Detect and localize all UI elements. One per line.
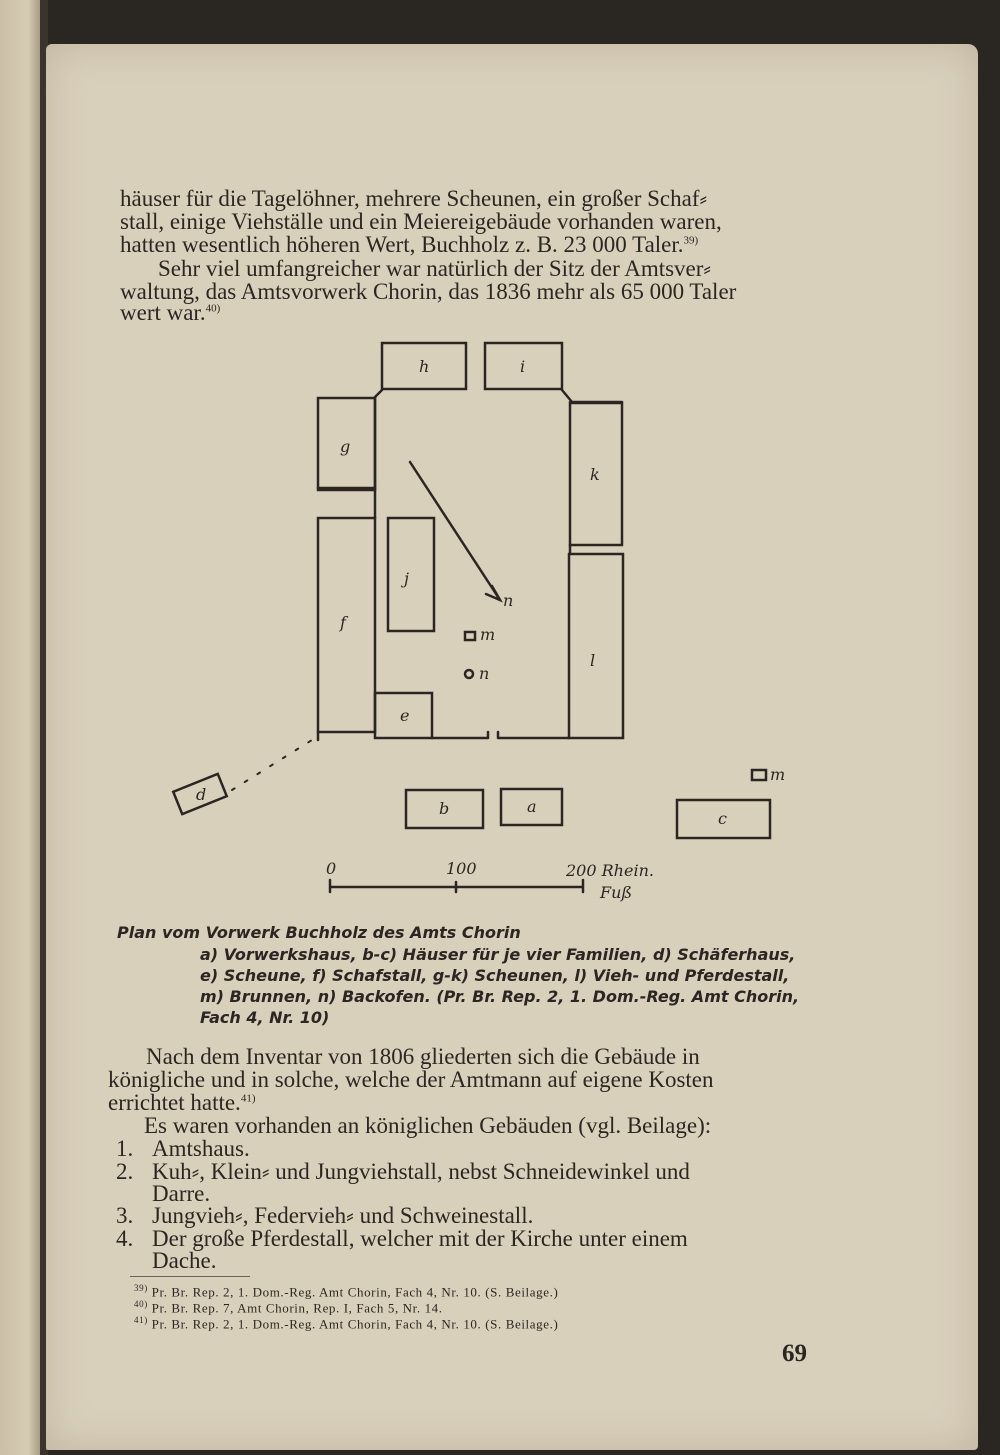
footnote-ref-41: 41) (240, 1092, 256, 1105)
para1-line-1: häuser für die Tagelöhner, mehrere Scheunen, ein großer Schaf⸗ (120, 186, 708, 211)
list-item (116, 1205, 820, 1227)
building-j (388, 518, 434, 631)
footnote-mark: 41) (134, 1315, 148, 1325)
label-i: i (520, 357, 526, 376)
page-number: 69 (782, 1340, 807, 1367)
building-l (569, 554, 623, 738)
list-item (116, 1161, 820, 1205)
list-text-cont: Dache. (152, 1248, 217, 1273)
label-f: f (340, 613, 346, 632)
scale-bar (330, 880, 583, 892)
courtyard-gate (432, 732, 569, 738)
list-number: 1. (116, 1136, 134, 1161)
footnote-mark: 40) (134, 1299, 148, 1309)
footnote-rule (130, 1276, 250, 1277)
well-marker-outer (752, 770, 766, 780)
well-marker (465, 632, 475, 640)
list-text: Jungvieh⸗, Federvieh⸗ und Schweinestall. (152, 1203, 534, 1228)
label-g: g (340, 437, 351, 456)
scale-label-0: 0 (326, 859, 337, 878)
label-l: l (590, 651, 596, 670)
label-b: b (439, 799, 450, 818)
para3-line-3: errichtet hatte.$^{41)}$ (108, 1090, 256, 1115)
label-k: k (590, 465, 600, 484)
para1-line-2: stall, einige Viehställe und ein Meiereigebäude vorhanden waren, (120, 209, 722, 234)
caption-line-3: m) Brunnen, n) Backofen. (Pr. Br. Rep. 2, 1. Dom.-Reg. Amt Chorin, (200, 987, 800, 1006)
footnote-ref-40: 40) (205, 302, 221, 315)
oven-marker (465, 670, 473, 678)
para3-line-2: königliche und in solche, welche der Amtmann auf eigene Kosten (108, 1067, 714, 1092)
scale-unit: Fuß (600, 883, 633, 902)
footnote-40: $^{40)}$ Pr. Br. Rep. 7, Amt Chorin, Rep. I, Fach 5, Nr. 14. (134, 1299, 443, 1316)
north-arrow (410, 462, 500, 600)
para2-line-3: wert war.$^{40)}$ (120, 300, 221, 325)
courtyard-outline-top (318, 390, 572, 488)
footnote-41: $^{41)}$ Pr. Br. Rep. 2, 1. Dom.-Reg. Amt Chorin, Fach 4, Nr. 10. (S. Beilage.) (134, 1315, 559, 1332)
footnote-39: $^{39)}$ Pr. Br. Rep. 2, 1. Dom.-Reg. Amt Chorin, Fach 4, Nr. 10. (S. Beilage.) (134, 1283, 559, 1300)
caption-line-4: Fach 4, Nr. 10) (200, 1008, 330, 1027)
para1-line-3: hatten wesentlich höheren Wert, Buchholz z. B. 23 000 Taler.$^{39)}$ (120, 232, 699, 257)
para3-line-1: Nach dem Inventar von 1806 gliederten sich die Gebäude in (146, 1044, 700, 1069)
list-item (116, 1138, 820, 1160)
list-number: 4. (116, 1226, 134, 1251)
label-n-arrow: n (503, 591, 514, 610)
label-n: n (479, 664, 490, 683)
label-j: j (404, 569, 409, 588)
dashed-path (232, 740, 312, 790)
label-m-outer: m (770, 765, 786, 784)
list-text-cont: Darre. (152, 1181, 211, 1206)
label-m: m (480, 625, 496, 644)
caption-line-2: e) Scheune, f) Schafstall, g-k) Scheunen, l) Vieh- und Pferdestall, (200, 966, 790, 985)
list-number: 2. (116, 1159, 134, 1184)
caption-line-1: a) Vorwerkshaus, b-c) Häuser für je vier Familien, d) Schäferhaus, (200, 945, 796, 964)
list-text: Kuh⸗, Klein⸗ und Jungviehstall, nebst Schneidewinkel und (152, 1159, 690, 1184)
label-h: h (419, 357, 430, 376)
scale-label-100: 100 (446, 859, 477, 878)
list-text: Amtshaus. (152, 1136, 250, 1161)
scale-label-200: 200 Rhein. (566, 861, 654, 880)
list-item (116, 1228, 820, 1272)
footnote-mark: 39) (134, 1283, 148, 1293)
para2-line-1: Sehr viel umfangreicher war natürlich der Sitz der Amtsver⸗ (158, 256, 712, 281)
list-text: Der große Pferdestall, welcher mit der Kirche unter einem (152, 1226, 688, 1251)
building-f (318, 518, 375, 732)
label-e: e (400, 706, 410, 725)
list-number: 3. (116, 1203, 134, 1228)
label-c: c (718, 809, 727, 828)
para2-line-2: waltung, das Amtsvorwerk Chorin, das 1836 mehr als 65 000 Taler (120, 279, 737, 304)
footnote-ref-39: 39) (683, 234, 699, 247)
label-a: a (527, 797, 537, 816)
label-d: d (196, 785, 207, 804)
caption-title: Plan vom Vorwerk Buchholz des Amts Chorin (117, 923, 521, 942)
paragraph-4: Es waren vorhanden an königlichen Gebäuden (vgl. Beilage): (144, 1113, 712, 1138)
